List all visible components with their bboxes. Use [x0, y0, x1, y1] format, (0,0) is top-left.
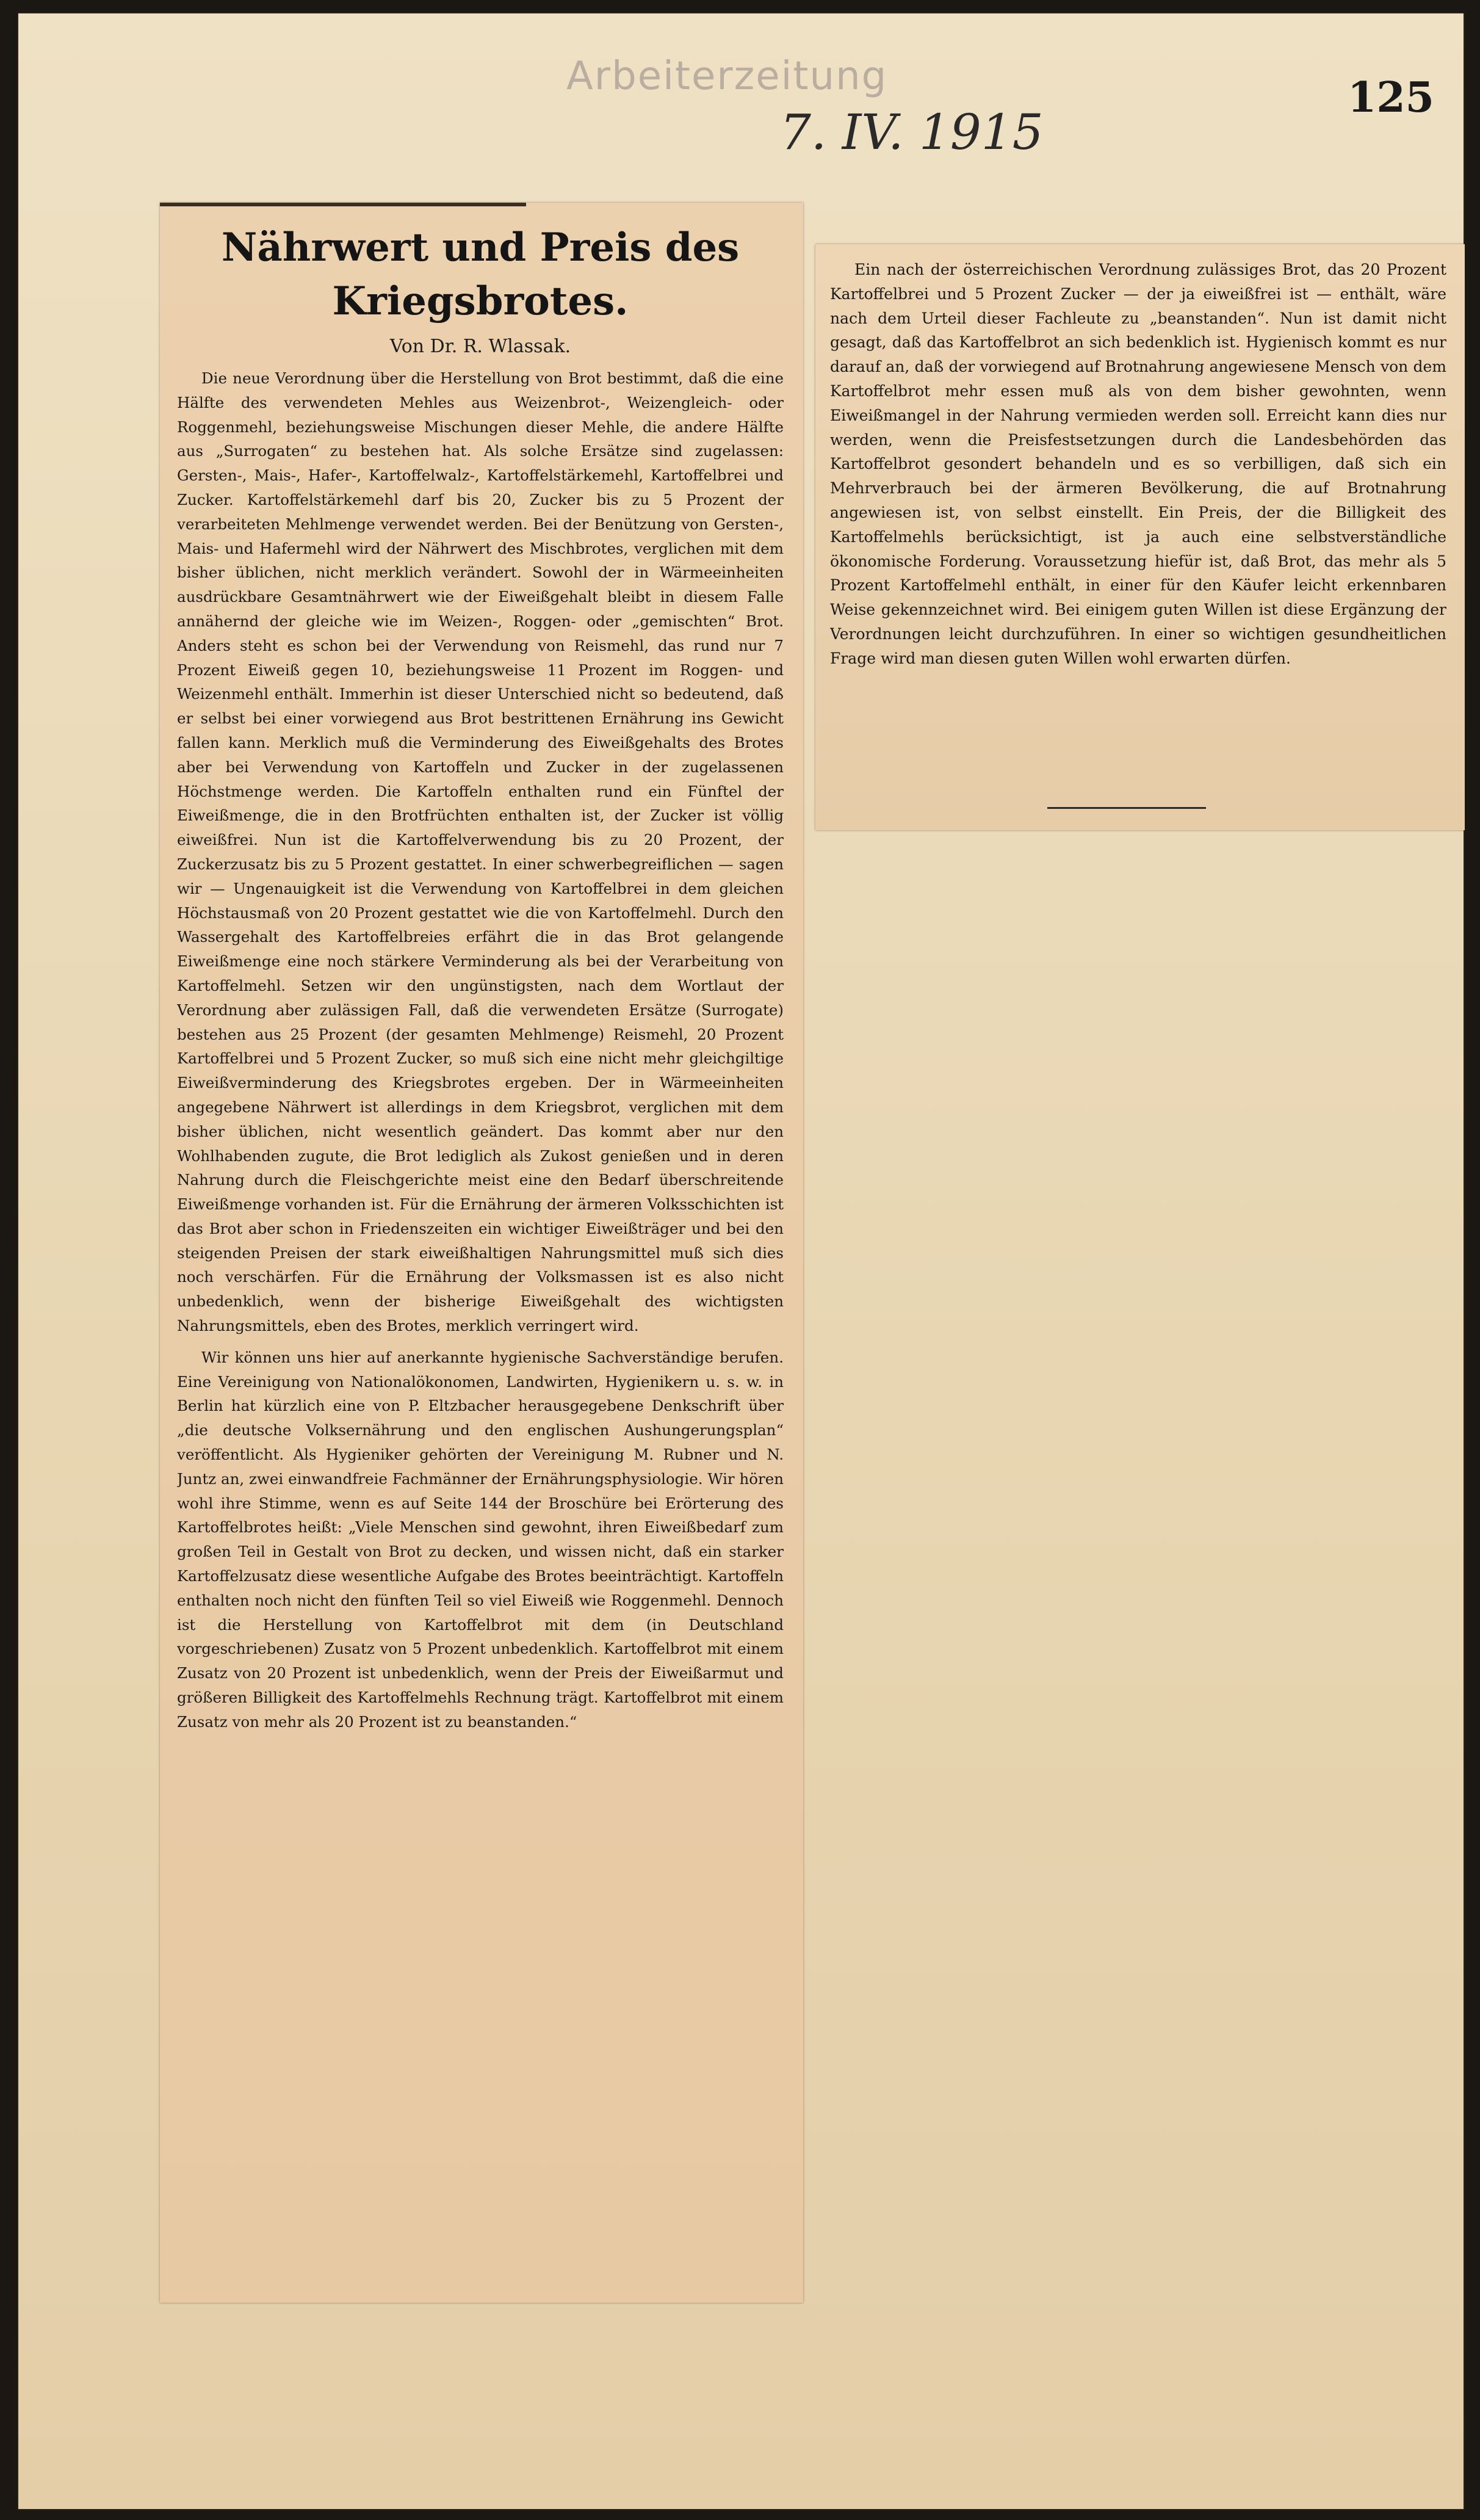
- paragraph: Ein nach der österreichischen Verordnung zulässiges Brot, das 20 Prozent Kartoffelbrei und 5 Prozent Zucker — der ja eiweißfrei ist — enthält, wäre nach dem Urteil dieser Fachleute zu „beanstanden“. Nun ist damit nicht gesagt, daß das Kartoffelbrot an sich bedenklich ist. Hygienisch kommt es nur darauf an, daß der vorwiegend auf Brotnahrung angewiesene Mensch von dem Kartoffelbrot mehr essen muß als von dem bisher gewohnten, wenn Eiweißmangel in der Nahrung vermieden werden soll. Erreicht kann dies nur werden, wenn die Preisfestsetzungen durch die Landesbehörden das Kartoffelbrot gesondert behandeln und es so verbilligen, daß sich ein Mehrverbrauch bei der ärmeren Bevölkerung, die auf Brotnahrung angewiesen ist, von selbst einstellt. Ein Preis, der die Billigkeit des Kartoffelmehls berücksichtigt, ist ja auch eine selbstverständliche ökonomische Forderung. Voraussetzung hiefür ist, daß Brot, das mehr als 5 Prozent Kartoffelmehl enthält, in einer für den Käufer leicht erkennbaren Weise gekennzeichnet wird. Bei einigem guten Willen ist diese Ergänzung der Verordnungen leicht durchzuführen. In einer so wichtigen gesundheitlichen Frage wird man diesen guten Willen wohl erwarten dürfen.: [830, 261, 1446, 667]
- article-byline: Von Dr. R. Wlassak.: [389, 336, 571, 357]
- clipping-top-rule: [160, 203, 526, 206]
- article-clipping-continuation: [815, 244, 1465, 830]
- paragraph: Die neue Verordnung über die Herstellung von Brot bestimmt, daß die eine Hälfte des verwendeten Mehles aus Weizenbrot-, Weizengleich- oder Roggenmehl, beziehungsweise Mischungen dieser Mehle, die andere Hälfte aus „Surrogaten“ zu bestehen hat. Als solche Ersätze sind zugelassen: Gersten-, Mais-, Hafer-, Kartoffelwalz-, Kartoffelstärkemehl, Kartoffelbrei und Zucker. Kartoffelstärkemehl darf bis 20, Zucker bis zu 5 Prozent der verarbeiteten Mehlmenge verwendet werden. Bei der Benützung von Gersten-, Mais- und Hafermehl wird der Nährwert des Mischbrotes, verglichen mit dem bisher üblichen, nicht merklich verändert. Sowohl der in Wärmeeinheiten ausdrückbare Gesamtnährwert wie der Eiweißgehalt bleibt in diesem Falle annähernd der gleiche wie im Weizen-, Roggen- oder „gemischten“ Brot. Anders steht es schon bei der Verwendung von Reismehl, das rund nur 7 Prozent Eiweiß gegen 10, beziehungsweise 11 Prozent im Roggen- und Weizenmehl enthält. Immerhin ist dieser Unterschied nicht so bedeutend, daß er selbst bei einer vorwiegend aus Brot bestrittenen Ernährung ins Gewicht fallen kann. Merklich muß die Verminderung des Eiweißgehalts des Brotes aber bei Verwendung von Kartoffeln und Zucker in der zugelassenen Höchstmenge werden. Die Kartoffeln enthalten rund ein Fünftel der Eiweißmenge, die in den Brotfrüchten enthalten ist, der Zucker ist völlig eiweißfrei. Nun ist die Kartoffelverwendung bis zu 20 Prozent, der Zuckerzusatz bis zu 5 Prozent gestattet. In einer schwerbegreiflichen — sagen wir — Ungenauigkeit ist die Verwendung von Kartoffelbrei in dem gleichen Höchstausmaß von 20 Prozent gestattet wie die von Kartoffelmehl. Durch den Wassergehalt des Kartoffelbreies erfährt die in das Brot gelangende Eiweißmenge eine noch stärkere Verminderung als bei der Verarbeitung von Kartoffelmehl. Setzen wir den ungünstigsten, nach dem Wortlaut der Verordnung aber zulässigen Fall, daß die verwendeten Ersätze (Surrogate) bestehen aus 25 Prozent (der gesamten Mehlmenge) Reismehl, 20 Prozent Kartoffelbrei und 5 Prozent Zucker, so muß sich eine nicht mehr gleichgiltige Eiweißverminderung des Kriegsbrotes ergeben. Der in Wärmeeinheiten angegebene Nährwert ist allerdings in dem Kriegsbrot, verglichen mit dem bisher üblichen, nicht wesentlich geändert. Das kommt aber nur den Wohlhabenden zugute, die Brot lediglich als Zukost genießen und in deren Nahrung durch die Fleischgerichte meist eine den Bedarf überschreitende Eiweißmenge vorhanden ist. Für die Ernährung der ärmeren Volksschichten ist das Brot aber schon in Friedenszeiten ein wichtiger Eiweißträger und bei den steigenden Preisen der stark eiweißhaltigen Nahrungsmittel muß sich dies noch verschärfen. Für die Ernährung der Volksmassen ist es also nicht unbedenklich, wenn der bisherige Eiweißgehalt des wichtigsten Nahrungsmittels, eben des Brotes, merklich verringert wird.: [177, 369, 784, 1335]
- newspaper-stamp: Arbeiterzeitung: [566, 54, 888, 99]
- handwritten-date: 7. IV. 1915: [780, 104, 1044, 161]
- article-end-rule: [1047, 807, 1206, 809]
- article-column-2: [830, 258, 1446, 795]
- paragraph: Wir können uns hier auf anerkannte hygienische Sachverständige berufen. Eine Vereinigung von Nationalökonomen, Landwirten, Hygienikern u. s. w. in Berlin hat kürzlich eine von P. Eltzbacher herausgegebene Denkschrift über „die deutsche Volksernährung und den englischen Aushungerungsplan“ veröffentlicht. Als Hygieniker gehörten der Vereinigung M. Rubner und N. Juntz an, zwei einwandfreie Fachmänner der Ernährungsphysiologie. Wir hören wohl ihre Stimme, wenn es auf Seite 144 der Broschüre bei Erörterung des Kartoffelbrotes heißt: „Viele Menschen sind gewohnt, ihren Eiweißbedarf zum großen Teil in Gestalt von Brot zu decken, und wissen nicht, daß ein starker Kartoffelzusatz diese wesentliche Aufgabe des Brotes beeinträchtigt. Kartoffeln enthalten noch nicht den fünften Teil so viel Eiweiß wie Roggenmehl. Dennoch ist die Herstellung von Kartoffelbrot mit dem (in Deutschland vorgeschriebenen) Zusatz von 5 Prozent unbedenklich. Kartoffelbrot mit einem Zusatz von 20 Prozent ist unbedenklich, wenn der Preis der Eiweißarmut und größeren Billigkeit des Kartoffelmehls Rechnung trägt. Kartoffelbrot mit einem Zusatz von mehr als 20 Prozent ist zu beanstanden.“: [177, 1348, 784, 1731]
- article-clipping-main: [160, 203, 803, 2303]
- article-title: Nährwert und Preis des Kriegsbrotes.: [221, 225, 740, 324]
- page-number: 125: [1348, 73, 1434, 122]
- article-column-1: [177, 366, 784, 2289]
